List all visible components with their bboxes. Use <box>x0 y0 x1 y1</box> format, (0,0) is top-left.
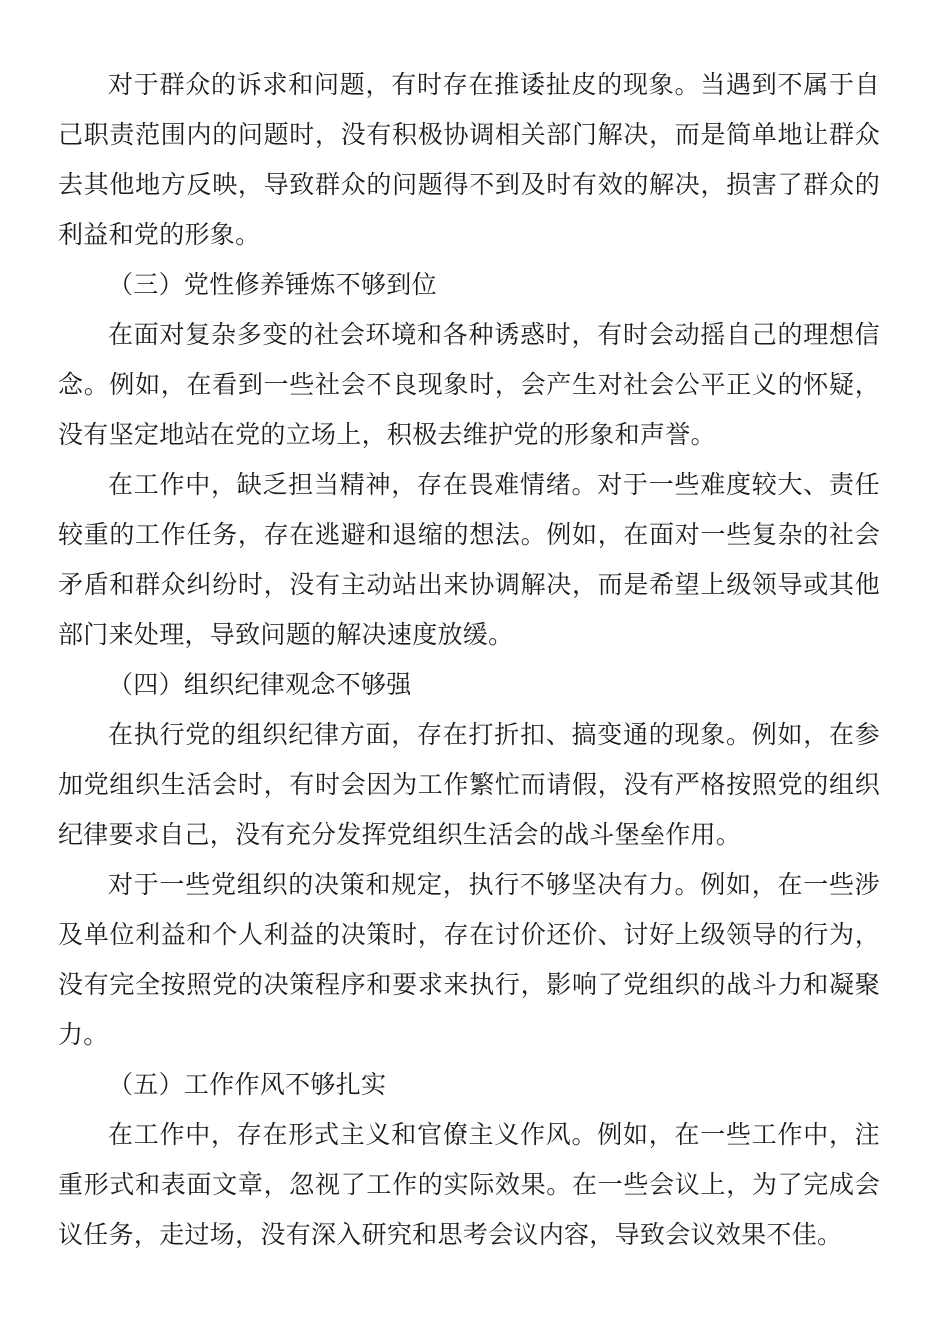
paragraph: 对于群众的诉求和问题，有时存在推诿扯皮的现象。当遇到不属于自己职责范围内的问题时，没有积极协调相关部门解决，而是简单地让群众去其他地方反映，导致群众的问题得不到及时有效的解决，损害了群众的利益和党的形象。 <box>58 70 880 249</box>
section-heading-4: （四）组织纪律观念不够强 <box>108 670 412 699</box>
section-heading-3: （三）党性修养锤炼不够到位 <box>108 270 437 299</box>
document-body <box>58 60 880 1260</box>
paragraph: 对于一些党组织的决策和规定，执行不够坚决有力。例如，在一些涉及单位利益和个人利益的决策时，存在讨价还价、讨好上级领导的行为，没有完全按照党的决策程序和要求来执行，影响了党组织的战斗力和凝聚力。 <box>58 870 880 1049</box>
paragraph: 在工作中，缺乏担当精神，存在畏难情绪。对于一些难度较大、责任较重的工作任务，存在逃避和退缩的想法。例如，在面对一些复杂的社会矛盾和群众纠纷时，没有主动站出来协调解决，而是希望上级领导或其他部门来处理，导致问题的解决速度放缓。 <box>58 470 880 649</box>
paragraph: 在面对复杂多变的社会环境和各种诱惑时，有时会动摇自己的理想信念。例如，在看到一些社会不良现象时，会产生对社会公平正义的怀疑，没有坚定地站在党的立场上，积极去维护党的形象和声誉。 <box>58 320 880 449</box>
paragraph: 在执行党的组织纪律方面，存在打折扣、搞变通的现象。例如，在参加党组织生活会时，有时会因为工作繁忙而请假，没有严格按照党的组织纪律要求自己，没有充分发挥党组织生活会的战斗堡垒作用。 <box>58 720 880 849</box>
section-heading-5: （五）工作作风不够扎实 <box>108 1070 387 1099</box>
paragraph: 在工作中，存在形式主义和官僚主义作风。例如，在一些工作中，注重形式和表面文章，忽视了工作的实际效果。在一些会议上，为了完成会议任务，走过场，没有深入研究和思考会议内容，导致会议效果不佳。 <box>58 1120 880 1249</box>
